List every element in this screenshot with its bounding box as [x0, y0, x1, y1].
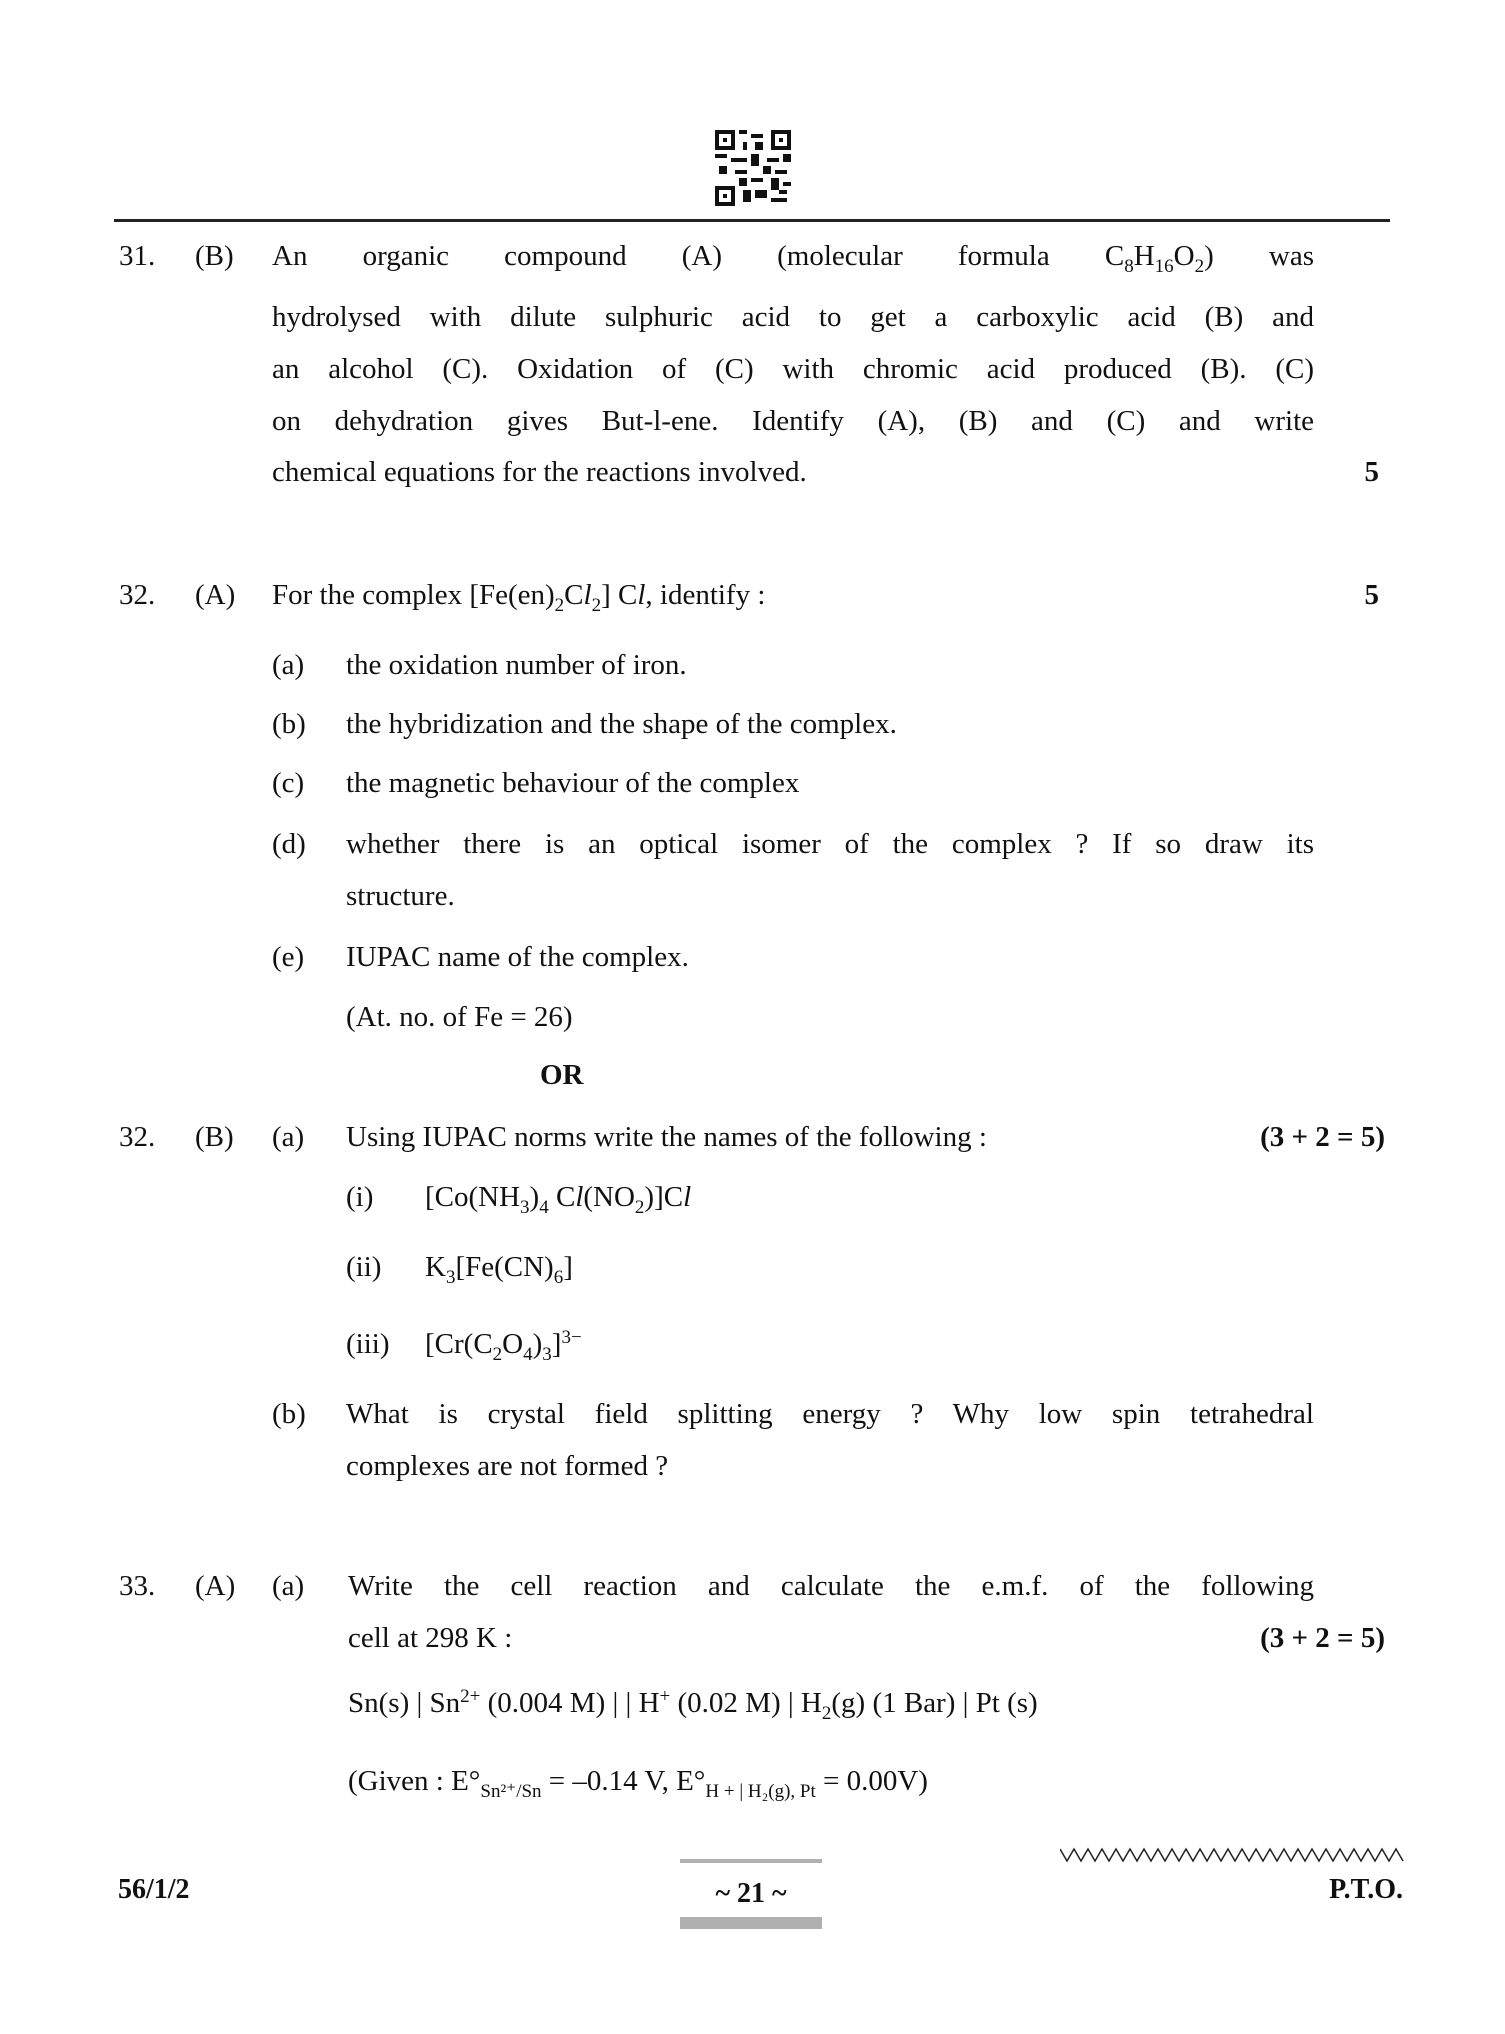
paper-code: 56/1/2	[118, 1874, 190, 1905]
item-text: Write the cell reaction and calculate the e.m.f. of the following	[348, 1570, 1314, 1602]
item-label: (d)	[272, 828, 306, 860]
question-part: (B)	[195, 240, 234, 272]
text-segment: C	[548, 1181, 576, 1213]
text-segment: C	[564, 579, 584, 611]
question-part: (A)	[195, 579, 236, 611]
marks: 5	[1364, 456, 1379, 488]
cell-notation	[348, 1685, 1038, 1724]
item-text: whether there is an optical isomer of the complex ? If so draw its	[346, 828, 1314, 860]
text-segment: For the complex [Fe(en)	[272, 579, 555, 611]
text-segment: [Fe(CN)	[455, 1251, 554, 1283]
text-segment: ]	[563, 1251, 573, 1283]
text-segment: )]C	[644, 1181, 684, 1213]
item-text: What is crystal field splitting energy ? Why low spin tetrahedral	[346, 1398, 1314, 1430]
text-segment: )	[532, 1328, 543, 1360]
q32b-stem: Using IUPAC norms write the names of the following :	[346, 1121, 987, 1153]
text-segment: )	[529, 1181, 540, 1213]
q31-line	[272, 403, 1314, 439]
subscript: 8	[1124, 256, 1134, 277]
text-segment: Sn(s) | Sn	[348, 1687, 461, 1719]
item-text: IUPAC name of the complex.	[346, 941, 689, 973]
marks: (3 + 2 = 5)	[1260, 1622, 1385, 1654]
subscript: 6	[553, 1267, 564, 1288]
subscript: 2	[1194, 256, 1205, 277]
text-segment: [Cr(C	[425, 1328, 493, 1360]
text-segment: ] C	[601, 579, 638, 611]
text-segment: l	[583, 579, 592, 611]
superscript: +	[659, 1686, 671, 1707]
text-segment: O	[502, 1328, 524, 1360]
text-segment: l	[575, 1181, 584, 1213]
text-segment: H	[1133, 240, 1155, 272]
text-segment: O	[1173, 240, 1195, 272]
header-rule	[114, 219, 1390, 222]
text-segment: ) was	[1204, 240, 1314, 272]
question-number: 31.	[119, 240, 156, 272]
subscript: 4	[523, 1344, 533, 1365]
item-label: (c)	[272, 767, 305, 799]
zigzag-decoration	[1060, 1838, 1405, 1871]
item-label: (a)	[272, 1570, 305, 1602]
marks: 5	[1364, 579, 1379, 611]
text-segment: l	[637, 579, 646, 611]
question-number: 32.	[119, 579, 156, 611]
q31-line	[272, 238, 1314, 277]
please-turn-over: P.T.O.	[1329, 1874, 1403, 1905]
item-label: (ii)	[346, 1251, 382, 1283]
subscript: 3	[445, 1267, 456, 1288]
text-segment: [Co(NH	[425, 1181, 521, 1213]
text-segment: (Given : E°	[348, 1765, 481, 1797]
marks: (3 + 2 = 5)	[1260, 1121, 1385, 1153]
item-label: (b)	[272, 1398, 306, 1430]
subscript: 2	[591, 595, 602, 616]
text-segment: hydrolysed with dilute sulphuric acid to get a carboxylic acid (B) and	[272, 301, 1314, 333]
superscript: 2+	[460, 1686, 481, 1707]
text-segment: , identify :	[645, 579, 766, 611]
text-segment: K	[425, 1251, 446, 1283]
formula	[425, 1249, 573, 1288]
subscript: 4	[539, 1197, 549, 1218]
formula	[425, 1326, 582, 1365]
page-number: ~ 21 ~	[715, 1878, 787, 1909]
note: (At. no. of Fe = 26)	[346, 1001, 573, 1033]
subscript: H + | H₂(g), Pt	[705, 1781, 816, 1802]
or-divider: OR	[540, 1059, 584, 1091]
page-number-bar-bottom	[680, 1917, 822, 1929]
question-number: 33.	[119, 1570, 156, 1602]
text-segment: on dehydration gives But-l-ene. Identify (A), (B) and (C) and write	[272, 405, 1314, 437]
question-part: (A)	[195, 1570, 236, 1602]
item-label: (e)	[272, 941, 305, 973]
item-text: the oxidation number of iron.	[346, 649, 687, 681]
superscript: 3−	[561, 1327, 582, 1348]
item-label: (b)	[272, 708, 306, 740]
question-part: (B)	[195, 1121, 234, 1153]
text-segment: an alcohol (C). Oxidation of (C) with chromic acid produced (B). (C)	[272, 353, 1314, 385]
item-label: (iii)	[346, 1328, 390, 1360]
item-text: structure.	[346, 880, 455, 912]
q31-line	[272, 454, 1314, 490]
subscript: 16	[1154, 256, 1174, 277]
text-segment: = 0.00V)	[815, 1765, 928, 1797]
text-segment: = –0.14 V, E°	[541, 1765, 706, 1797]
subscript: 2	[554, 595, 565, 616]
subscript: 2	[634, 1197, 645, 1218]
item-label: (i)	[346, 1181, 374, 1213]
item-text: the hybridization and the shape of the complex.	[346, 708, 897, 740]
item-label: (a)	[272, 649, 305, 681]
text-segment: l	[683, 1181, 692, 1213]
item-text: cell at 298 K :	[348, 1622, 513, 1654]
subscript: 3	[520, 1197, 530, 1218]
text-segment: (0.004 M) | | H	[480, 1687, 660, 1719]
q31-line	[272, 351, 1314, 387]
item-text: complexes are not formed ?	[346, 1450, 669, 1482]
text-segment: An organic compound (A) (molecular formula C	[272, 240, 1125, 272]
formula	[425, 1179, 692, 1218]
text-segment: (g) (1 Bar) | Pt (s)	[831, 1687, 1038, 1719]
subscript: 3	[542, 1344, 552, 1365]
item-label: (a)	[272, 1121, 305, 1153]
subscript: 2	[821, 1703, 832, 1724]
subscript: Sn²⁺/Sn	[480, 1781, 542, 1802]
question-number: 32.	[119, 1121, 156, 1153]
text-segment: chemical equations for the reactions involved.	[272, 456, 807, 488]
qr-code-icon	[715, 130, 791, 206]
text-segment: (0.02 M) | H	[670, 1687, 822, 1719]
q32a-stem	[272, 577, 766, 616]
item-text: the magnetic behaviour of the complex	[346, 767, 800, 799]
page-number-bar-top	[680, 1859, 822, 1863]
given-values	[348, 1763, 928, 1802]
text-segment: (NO	[583, 1181, 635, 1213]
subscript: 2	[492, 1344, 503, 1365]
q31-line	[272, 299, 1314, 335]
text-segment: ]	[551, 1328, 562, 1360]
